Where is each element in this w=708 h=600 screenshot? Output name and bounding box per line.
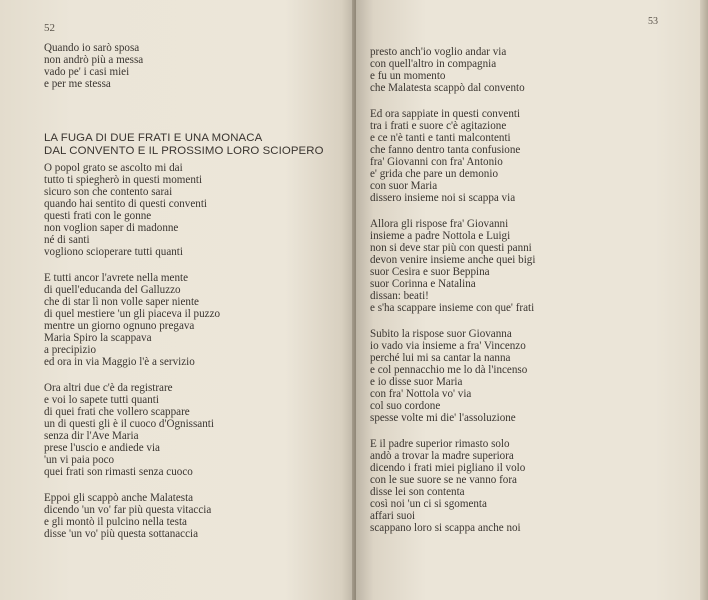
- text-line: devon venire insieme anche quei bigi: [370, 254, 536, 266]
- text-line: Subito la rispose suor Giovanna: [370, 328, 512, 340]
- text-line: disse 'un vo' più questa sottanaccia: [44, 528, 199, 540]
- text-line: a precipizio: [44, 344, 97, 356]
- text-line: che Malatesta scappò dal convento: [370, 82, 525, 94]
- text-line: Ed ora sappiate in questi conventi: [370, 108, 521, 120]
- text-line: e gli montò il pulcino nella testa: [44, 516, 187, 528]
- text-line: E il padre superior rimasto solo: [370, 438, 510, 450]
- text-line: Ora altri due c'è da registrare: [44, 382, 173, 394]
- text-line: con quell'altro in compagnia: [370, 58, 497, 70]
- section-heading: LA FUGA DI DUE FRATI E UNA MONACA: [44, 132, 263, 144]
- text-line: Eppoi gli scappò anche Malatesta: [44, 492, 194, 504]
- text-line: suor Corinna e Natalina: [370, 278, 476, 290]
- text-line: ed ora in via Maggio l'è a servizio: [44, 356, 195, 368]
- text-line: dissan: beati!: [370, 290, 429, 302]
- text-line: di quel mestiere 'un gli piaceva il puzzo: [44, 308, 221, 320]
- text-line: quando hai sentito di questi conventi: [44, 198, 207, 210]
- text-line: io vado via insieme a fra' Vincenzo: [370, 340, 526, 352]
- text-line: tutto ti spiegherò in questi momenti: [44, 174, 203, 186]
- text-line: Quando io sarò sposa: [44, 42, 140, 54]
- text-line: così noi 'un ci si sgomenta: [370, 498, 487, 510]
- text-line: non voglion saper di madonne: [44, 222, 179, 234]
- text-line: andò a trovar la madre superiora: [370, 450, 514, 462]
- text-line: e voi lo sapete tutti quanti: [44, 394, 159, 406]
- text-line: con suor Maria: [370, 180, 438, 192]
- text-line: perché lui mi sa cantar la nanna: [370, 352, 511, 364]
- text-line: che fanno dentro tanta confusione: [370, 144, 521, 156]
- text-line: col suo cordone: [370, 400, 441, 412]
- text-line: che di star lì non volle saper niente: [44, 296, 199, 308]
- text-line: di quell'educanda del Galluzzo: [44, 284, 181, 296]
- text-line: e io disse suor Maria: [370, 376, 463, 388]
- text-line: Maria Spiro la scappava: [44, 332, 152, 344]
- text-line: Allora gli rispose fra' Giovanni: [370, 218, 509, 230]
- text-line: E tutti ancor l'avrete nella mente: [44, 272, 188, 284]
- text-line: mentre un giorno ognuno pregava: [44, 320, 195, 332]
- text-line: con le sue suore se ne vanno fora: [370, 474, 517, 486]
- text-line: affari suoi: [370, 510, 416, 522]
- text-line: 'un vi paia poco: [44, 454, 115, 466]
- text-line: con fra' Nottola vo' via: [370, 388, 472, 400]
- text-line: dissero insieme noi si scappa via: [370, 192, 516, 204]
- text-line: questi frati con le gonne: [44, 210, 152, 222]
- text-line: scappano loro si scappa anche noi: [370, 522, 521, 534]
- left-page-text: [44, 42, 324, 540]
- text-line: non andrò più a messa: [44, 54, 144, 66]
- text-line: dicendo i frati miei pigliano il volo: [370, 462, 526, 474]
- text-line: insieme a padre Nottola e Luigi: [370, 230, 511, 242]
- right-page: [356, 0, 708, 600]
- text-line: quei frati son rimasti senza cuoco: [44, 466, 193, 478]
- text-line: un di questi gli è il cuoco d'Ognissanti: [44, 418, 214, 430]
- text-line: suor Cesira e suor Beppina: [370, 266, 490, 278]
- text-line: e col pennacchio me lo dà l'incenso: [370, 364, 528, 376]
- text-line: e ce n'è tanti e tanti malcontenti: [370, 132, 511, 144]
- text-line: presto anch'io voglio andar via: [370, 46, 507, 58]
- text-line: non si deve star più con questi panni: [370, 242, 532, 254]
- text-line: e fu un momento: [370, 70, 446, 82]
- text-line: di quei frati che vollero scappare: [44, 406, 190, 418]
- text-line: fra' Giovanni con fra' Antonio: [370, 156, 503, 168]
- text-line: e s'ha scappare insieme con que' frati: [370, 302, 535, 314]
- text-line: e per me stessa: [44, 78, 111, 90]
- text-line: e' grida che pare un demonio: [370, 168, 498, 180]
- text-line: dicendo 'un vo' far più questa vitaccia: [44, 504, 212, 516]
- text-line: prese l'uscio e andiede via: [44, 442, 160, 454]
- right-page-text: [370, 46, 535, 534]
- page-number-right: 53: [648, 16, 658, 27]
- text-line: sicuro son che contento sarai: [44, 186, 173, 198]
- page-number-left: 52: [44, 22, 55, 34]
- text-line: né di santi: [44, 234, 90, 246]
- text-line: senza dir l'Ave Maria: [44, 430, 139, 442]
- page-edge: [700, 0, 708, 600]
- section-heading: DAL CONVENTO E IL PROSSIMO LORO SCIOPERO: [44, 145, 324, 157]
- text-line: O popol grato se ascolto mi dai: [44, 162, 183, 174]
- text-line: disse lei son contenta: [370, 486, 465, 498]
- text-line: vogliono scioperare tutti quanti: [44, 246, 183, 258]
- text-line: spesse volte mi die' l'assoluzione: [370, 412, 516, 424]
- text-line: tra i frati e suore c'è agitazione: [370, 120, 507, 132]
- text-line: vado pe' i casi miei: [44, 66, 130, 78]
